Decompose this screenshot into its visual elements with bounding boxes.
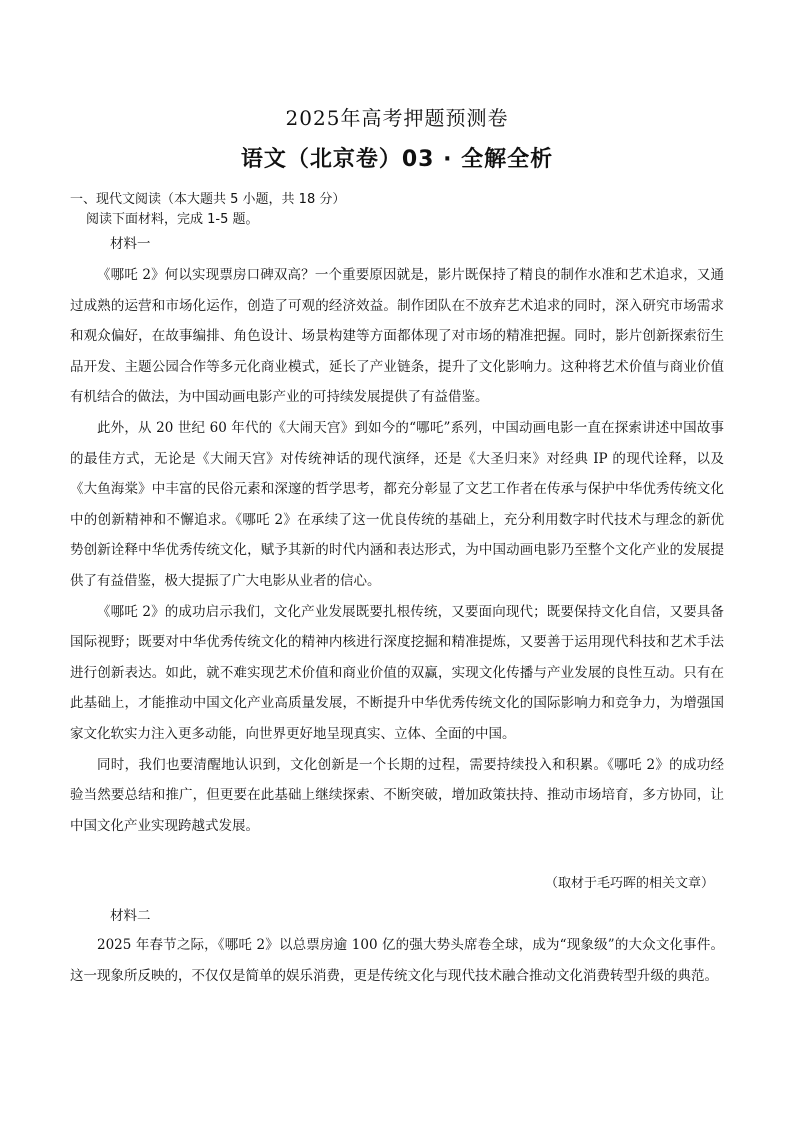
material-1-paragraph: 《哪吒 2》的成功启示我们，文化产业发展既要扎根传统，又要面向现代；既要保持文化自信，又要具备国际视野；既要对中华优秀传统文化的精神内核进行深度挖掘和精准提炼，又要善于运用现代科技和艺术手法进行创新表达。如此，就不难实现艺术价值和商业价值的双赢，实现文化传播与产业发展的良性互动。只有在此基础上，才能推动中国文化产业高质量发展，不断提升中华优秀传统文化的国际影响力和竞争力，为增强国家文化软实力注入更多动能，向世界更好地呈现真实、立体、全面的中国。: [70, 603, 724, 742]
material-1-paragraph: 此外，从 20 世纪 60 年代的《大闹天宫》到如今的“哪吒”系列，中国动画电影一直在探索讲述中国故事的最佳方式，无论是《大闹天宫》对传统神话的现代演绎，还是《大圣归来》对经典 IP 的现代诠释，以及《大鱼海棠》中丰富的民俗元素和深邃的哲学思考，都充分彰显了文艺工作者在传承与保护中华优秀传统文化中的创新精神和不懈追求。《哪吒 2》在承续了这一优良传统的基础上，充分利用数字时代技术与理念的新优势创新诠释中华优秀传统文化，赋予其新的时代内涵和表达形式，为中国动画电影乃至整个文化产业的发展提供了有益借鉴，极大提振了广大电影从业者的信心。: [70, 419, 724, 589]
material-1-paragraph: 同时，我们也要清醒地认识到，文化创新是一个长期的过程，需要持续投入和积累。《哪吒 2》的成功经验当然要总结和推广，但更要在此基础上继续探索、不断突破，增加政策扶持、推动市场培育，多方协同，让中国文化产业实现跨越式发展。: [70, 756, 724, 834]
material-2-paragraph: 2025 年春节之际，《哪吒 2》以总票房逾 100 亿的强大势头席卷全球，成为“现象级”的大众文化事件。这一现象所反映的，不仅仅是简单的娱乐消费，更是传统文化与现代技术融合推动文化消费转型升级的典范。: [70, 937, 724, 984]
section-instruction: 阅读下面材料，完成 1-5 题。: [86, 212, 259, 227]
material-1-source: （取材于毛巧晖的相关文章）: [544, 876, 714, 891]
material-2-label: 材料二: [110, 908, 151, 924]
exam-title: 2025年高考押题预测卷: [285, 106, 509, 130]
material-1-body: [70, 260, 724, 841]
material-2-body: [70, 930, 724, 991]
section-heading: 一、现代文阅读（本大题共 5 小题，共 18 分）: [70, 192, 346, 207]
material-1-label: 材料一: [110, 236, 151, 252]
exam-subtitle: 语文（北京卷）03 · 全解全析: [240, 147, 554, 172]
material-1-paragraph: 《哪吒 2》何以实现票房口碑双高？一个重要原因就是，影片既保持了精良的制作水准和艺术追求，又通过成熟的运营和市场化运作，创造了可观的经济效益。制作团队在不放弃艺术追求的同时，深入研究市场需求和观众偏好，在故事编排、角色设计、场景构建等方面都体现了对市场的精准把握。同时，影片创新探索衍生品开发、主题公园合作等多元化商业模式，延长了产业链条，提升了文化影响力。这种将艺术价值与商业价值有机结合的做法，为中国动画电影产业的可持续发展提供了有益借鉴。: [70, 267, 724, 406]
